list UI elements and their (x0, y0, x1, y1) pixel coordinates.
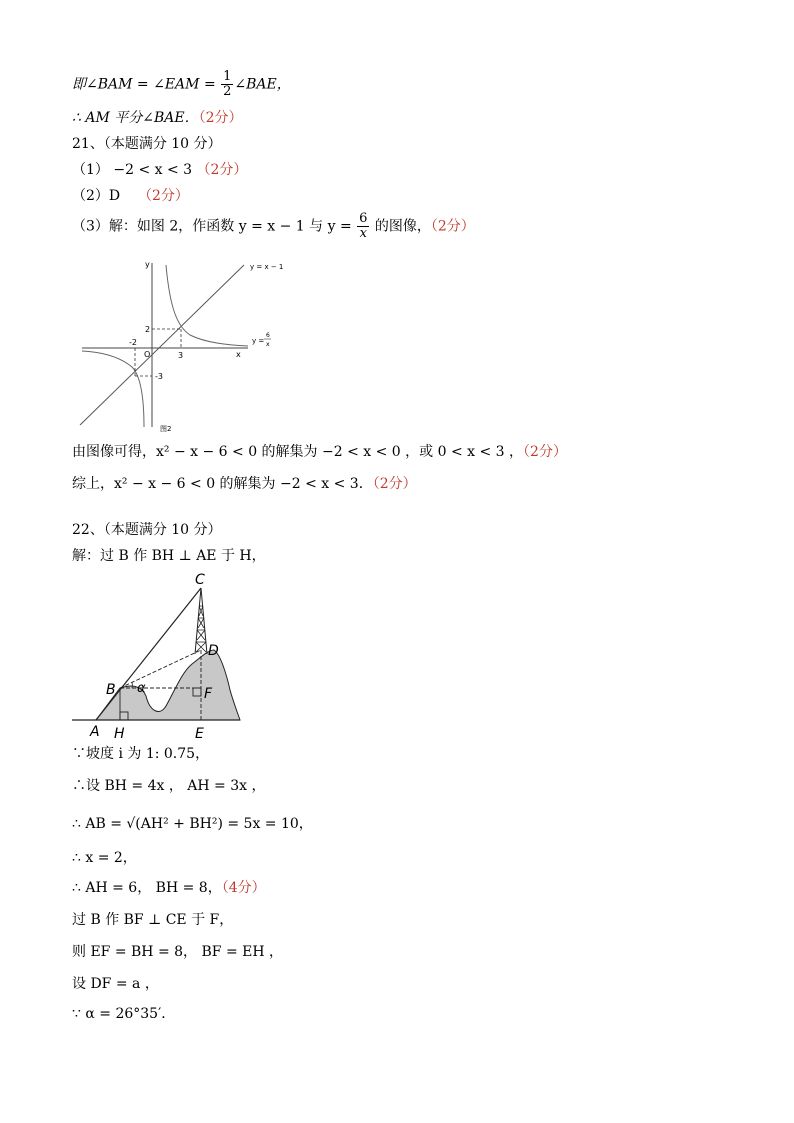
score-badge: （2分） (196, 162, 248, 178)
hill-shape (96, 650, 240, 720)
part3-text-suffix: 的图像， (370, 218, 431, 235)
label-C: C (195, 572, 205, 588)
q22-line2: ∵坡度 i 为 1: 0.75， (72, 746, 210, 762)
q22-line8: 则 EF = BH = 8， BF = EH ， (72, 944, 284, 960)
label-F: F (204, 686, 213, 702)
origin-label: O (144, 350, 151, 359)
label-alpha: α (137, 681, 146, 696)
x-axis-label: x (236, 350, 241, 359)
hyperbola-branch-left (82, 351, 144, 427)
score-badge: （4分） (221, 880, 266, 896)
figure-caption: 图2 (160, 425, 172, 433)
curve-label-den: x (266, 341, 270, 348)
q22-line6 (72, 878, 266, 898)
score-badge: （2分） (137, 188, 189, 204)
tick-neg2: -2 (129, 338, 137, 347)
score-badge: （2分） (430, 218, 475, 235)
q21-part2 (72, 186, 189, 206)
solution-text: 由图像可得，x² − x − 6 < 0 的解集为 −2 < x < 0 ，或 0 < x < 3 ， (72, 444, 524, 460)
tick-3: 3 (178, 351, 184, 360)
denominator: x (359, 226, 367, 241)
part1-text: （1） −2 < x < 3 (72, 162, 193, 178)
part2-text: （2）D (72, 188, 121, 204)
q21-part3 (72, 212, 475, 241)
y-axis-label: y (145, 260, 150, 269)
conclusion-text: ∴ AM 平分∠BAE． (72, 110, 199, 126)
denominator: 2 (223, 84, 232, 99)
q21-line6 (72, 474, 417, 494)
q21-line5 (72, 442, 567, 462)
fraction-6-over-x (357, 212, 369, 241)
q22-line4: ∴ AB = √(AH² + BH²) = 5x = 10， (72, 816, 313, 832)
numerator: 6 (359, 211, 368, 226)
hyperbola-branch-right (166, 265, 248, 346)
q21-title: 21、（本题满分 10 分） (72, 136, 222, 152)
part3-text: （3）解：如图 2，作函数 y = x − 1 与 y = (72, 218, 357, 235)
tick-neg3: -3 (155, 372, 163, 381)
equation-text: 即∠BAM = ∠EAM = (72, 76, 221, 93)
fraction-half (221, 70, 233, 99)
score-badge: （2分） (198, 110, 243, 126)
line-label: y = x − 1 (250, 263, 284, 271)
proof-line-2 (72, 108, 243, 128)
q22-line5: ∴ x = 2， (72, 850, 137, 866)
tower-figure (70, 566, 250, 744)
label-H: H (114, 726, 125, 742)
score-badge: （2分） (372, 476, 417, 492)
label-A: A (90, 724, 100, 740)
q22-line7: 过 B 作 BF ⊥ CE 于 F， (72, 912, 234, 928)
curve-label-num: 6 (266, 332, 270, 339)
q22-title: 22、（本题满分 10 分） (72, 522, 222, 538)
label-E: E (195, 726, 204, 742)
q22-line9: 设 DF = a ， (72, 976, 159, 992)
score-badge: （2分） (523, 444, 567, 460)
q22-line3: ∴设 BH = 4x ， AH = 3x ， (72, 778, 266, 794)
label-B: B (106, 682, 116, 698)
q22-line10: ∵ α = 26°35′． (72, 1006, 176, 1022)
function-graph (78, 255, 288, 435)
line-y-equals-x-minus-1 (80, 265, 244, 425)
label-D: D (208, 643, 219, 659)
result-text: ∴ AH = 6， BH = 8， (72, 880, 222, 896)
summary-text: 综上，x² − x − 6 < 0 的解集为 −2 < x < 3． (72, 476, 373, 492)
proof-line-1 (72, 70, 291, 99)
q22-line1: 解：过 B 作 BH ⊥ AE 于 H， (72, 548, 266, 564)
curve-label: y = (252, 337, 265, 345)
numerator: 1 (223, 69, 232, 84)
q21-part1 (72, 160, 247, 180)
tick-2: 2 (145, 325, 151, 334)
equation-text-suffix: ∠BAE， (234, 76, 291, 93)
